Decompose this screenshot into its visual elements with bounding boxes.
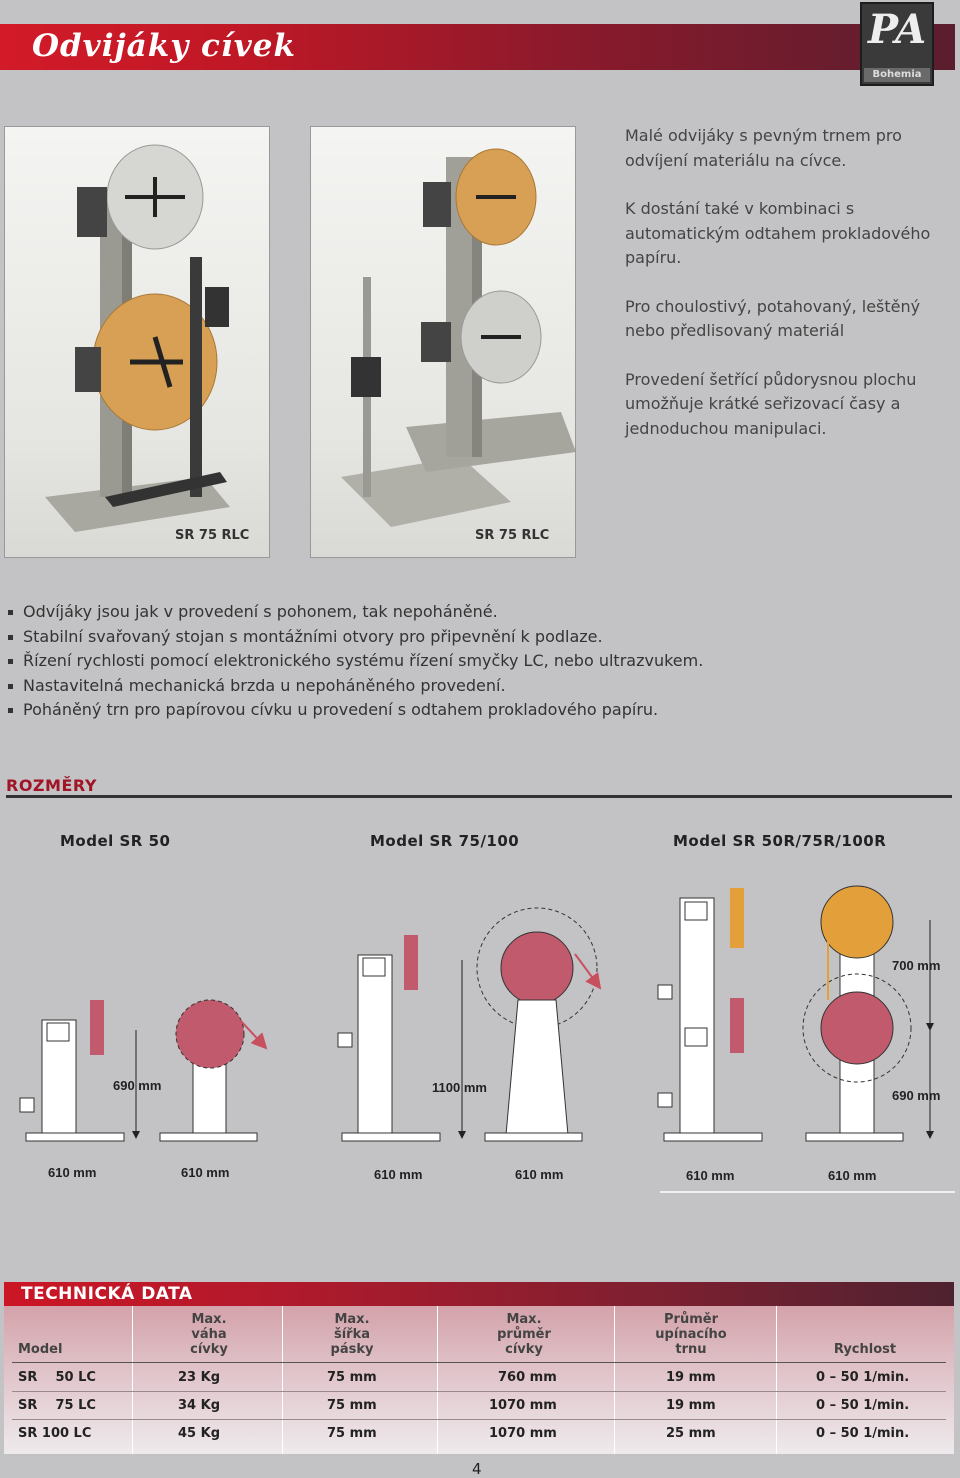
page-title: Odvijáky cívek bbox=[32, 28, 296, 64]
intro-paragraph: Malé odvijáky s pevným trnem pro odvíjení materiálu na cívce. bbox=[625, 126, 902, 170]
title-bar bbox=[0, 24, 955, 70]
intro-paragraph: K dostání také v kombinaci s automatickým odtahem prokladového papíru. bbox=[625, 199, 931, 267]
product-photo-1 bbox=[4, 126, 270, 558]
dimensions-heading: ROZMĚRY bbox=[6, 776, 97, 795]
intro-paragraph: Pro choulostivý, potahovaný, leštěný nebo předlisovaný materiál bbox=[625, 296, 921, 340]
cell-model: SR 75 LC bbox=[18, 1398, 96, 1413]
col-header-width: Max. šířka pásky bbox=[330, 1312, 374, 1357]
dimension-drawings bbox=[0, 880, 960, 1200]
tech-data-table bbox=[4, 1282, 954, 1454]
photo-caption-1: SR 75 RLC bbox=[175, 528, 250, 543]
logo-monogram: PA bbox=[868, 6, 927, 53]
unwinder-illustration-1 bbox=[5, 127, 270, 558]
col-header-diameter: Max. průměr cívky bbox=[497, 1312, 551, 1357]
model-label-sr50r: Model SR 50R/75R/100R bbox=[673, 832, 887, 850]
section-divider bbox=[6, 795, 952, 798]
sr75-front-view bbox=[338, 935, 462, 1141]
cell-weight: 23 Kg bbox=[178, 1370, 220, 1385]
cell-mandrel: 19 mm bbox=[666, 1398, 716, 1413]
photo-caption-2: SR 75 RLC bbox=[475, 528, 550, 543]
width-label: 610 mm bbox=[515, 1167, 564, 1182]
col-header-weight: Max. váha cívky bbox=[190, 1312, 228, 1357]
height-label-sr50r-lower: 690 mm bbox=[892, 1088, 941, 1103]
model-label-sr75: Model SR 75/100 bbox=[370, 832, 520, 850]
cell-model: SR 50 LC bbox=[18, 1370, 96, 1385]
unwinder-illustration-2 bbox=[311, 127, 576, 558]
width-label: 610 mm bbox=[374, 1167, 423, 1182]
cell-speed: 0 – 50 1/min. bbox=[816, 1426, 910, 1441]
cell-mandrel: 25 mm bbox=[666, 1426, 716, 1441]
intro-text bbox=[625, 124, 955, 465]
cell-width: 75 mm bbox=[327, 1426, 377, 1441]
width-label: 610 mm bbox=[181, 1165, 230, 1180]
feature-item: Nastavitelná mechanická brzda u nepoháněného provedení. bbox=[8, 674, 703, 699]
tech-data-body bbox=[4, 1306, 954, 1454]
cell-diameter: 1070 mm bbox=[489, 1426, 557, 1441]
width-label: 610 mm bbox=[686, 1168, 735, 1183]
model-label-sr50: Model SR 50 bbox=[60, 832, 171, 850]
height-label-sr75: 1100 mm bbox=[432, 1080, 487, 1095]
logo-brand: Bohemia bbox=[864, 68, 930, 82]
cell-diameter: 760 mm bbox=[498, 1370, 557, 1385]
height-label-sr50: 690 mm bbox=[113, 1078, 162, 1093]
height-label-sr50r-upper: 700 mm bbox=[892, 958, 941, 973]
col-header-model: Model bbox=[18, 1342, 63, 1357]
company-logo bbox=[860, 2, 934, 86]
width-label: 610 mm bbox=[48, 1165, 97, 1180]
feature-item: Stabilní svařovaný stojan s montážními otvory pro připevnění k podlaze. bbox=[8, 625, 703, 650]
width-label: 610 mm bbox=[828, 1168, 877, 1183]
cell-model: SR 100 LC bbox=[18, 1426, 92, 1441]
feature-item: Řízení rychlosti pomocí elektronického systému řízení smyčky LC, nebo ultrazvukem. bbox=[8, 649, 703, 674]
cell-width: 75 mm bbox=[327, 1370, 377, 1385]
col-header-speed: Rychlost bbox=[833, 1342, 897, 1357]
feature-item: Poháněný trn pro papírovou cívku u provedení s odtahem prokladového papíru. bbox=[8, 698, 703, 723]
cell-diameter: 1070 mm bbox=[489, 1398, 557, 1413]
header-rule bbox=[12, 1362, 946, 1363]
cell-weight: 34 Kg bbox=[178, 1398, 220, 1413]
cell-speed: 0 – 50 1/min. bbox=[816, 1370, 910, 1385]
sr75-side-view bbox=[477, 908, 600, 1141]
sr50r-front-view bbox=[658, 888, 762, 1141]
feature-list bbox=[8, 600, 703, 723]
product-photo-2 bbox=[310, 126, 576, 558]
feature-item: Odvíjáky jsou jak v provedení s pohonem, tak nepoháněné. bbox=[8, 600, 703, 625]
sr50-side-view bbox=[160, 1000, 266, 1141]
sr50-front-view bbox=[20, 1000, 136, 1141]
cell-width: 75 mm bbox=[327, 1398, 377, 1413]
cell-weight: 45 Kg bbox=[178, 1426, 220, 1441]
page-number: 4 bbox=[472, 1460, 482, 1478]
cell-mandrel: 19 mm bbox=[666, 1370, 716, 1385]
intro-paragraph: Provedení šetřící půdorysnou plochu umožňuje krátké seřizovací časy a jednoduchou manipulaci. bbox=[625, 369, 917, 438]
cell-speed: 0 – 50 1/min. bbox=[816, 1398, 910, 1413]
tech-data-heading: TECHNICKÁ DATA bbox=[21, 1284, 193, 1304]
col-header-mandrel: Průměr upínacího trnu bbox=[655, 1312, 727, 1357]
